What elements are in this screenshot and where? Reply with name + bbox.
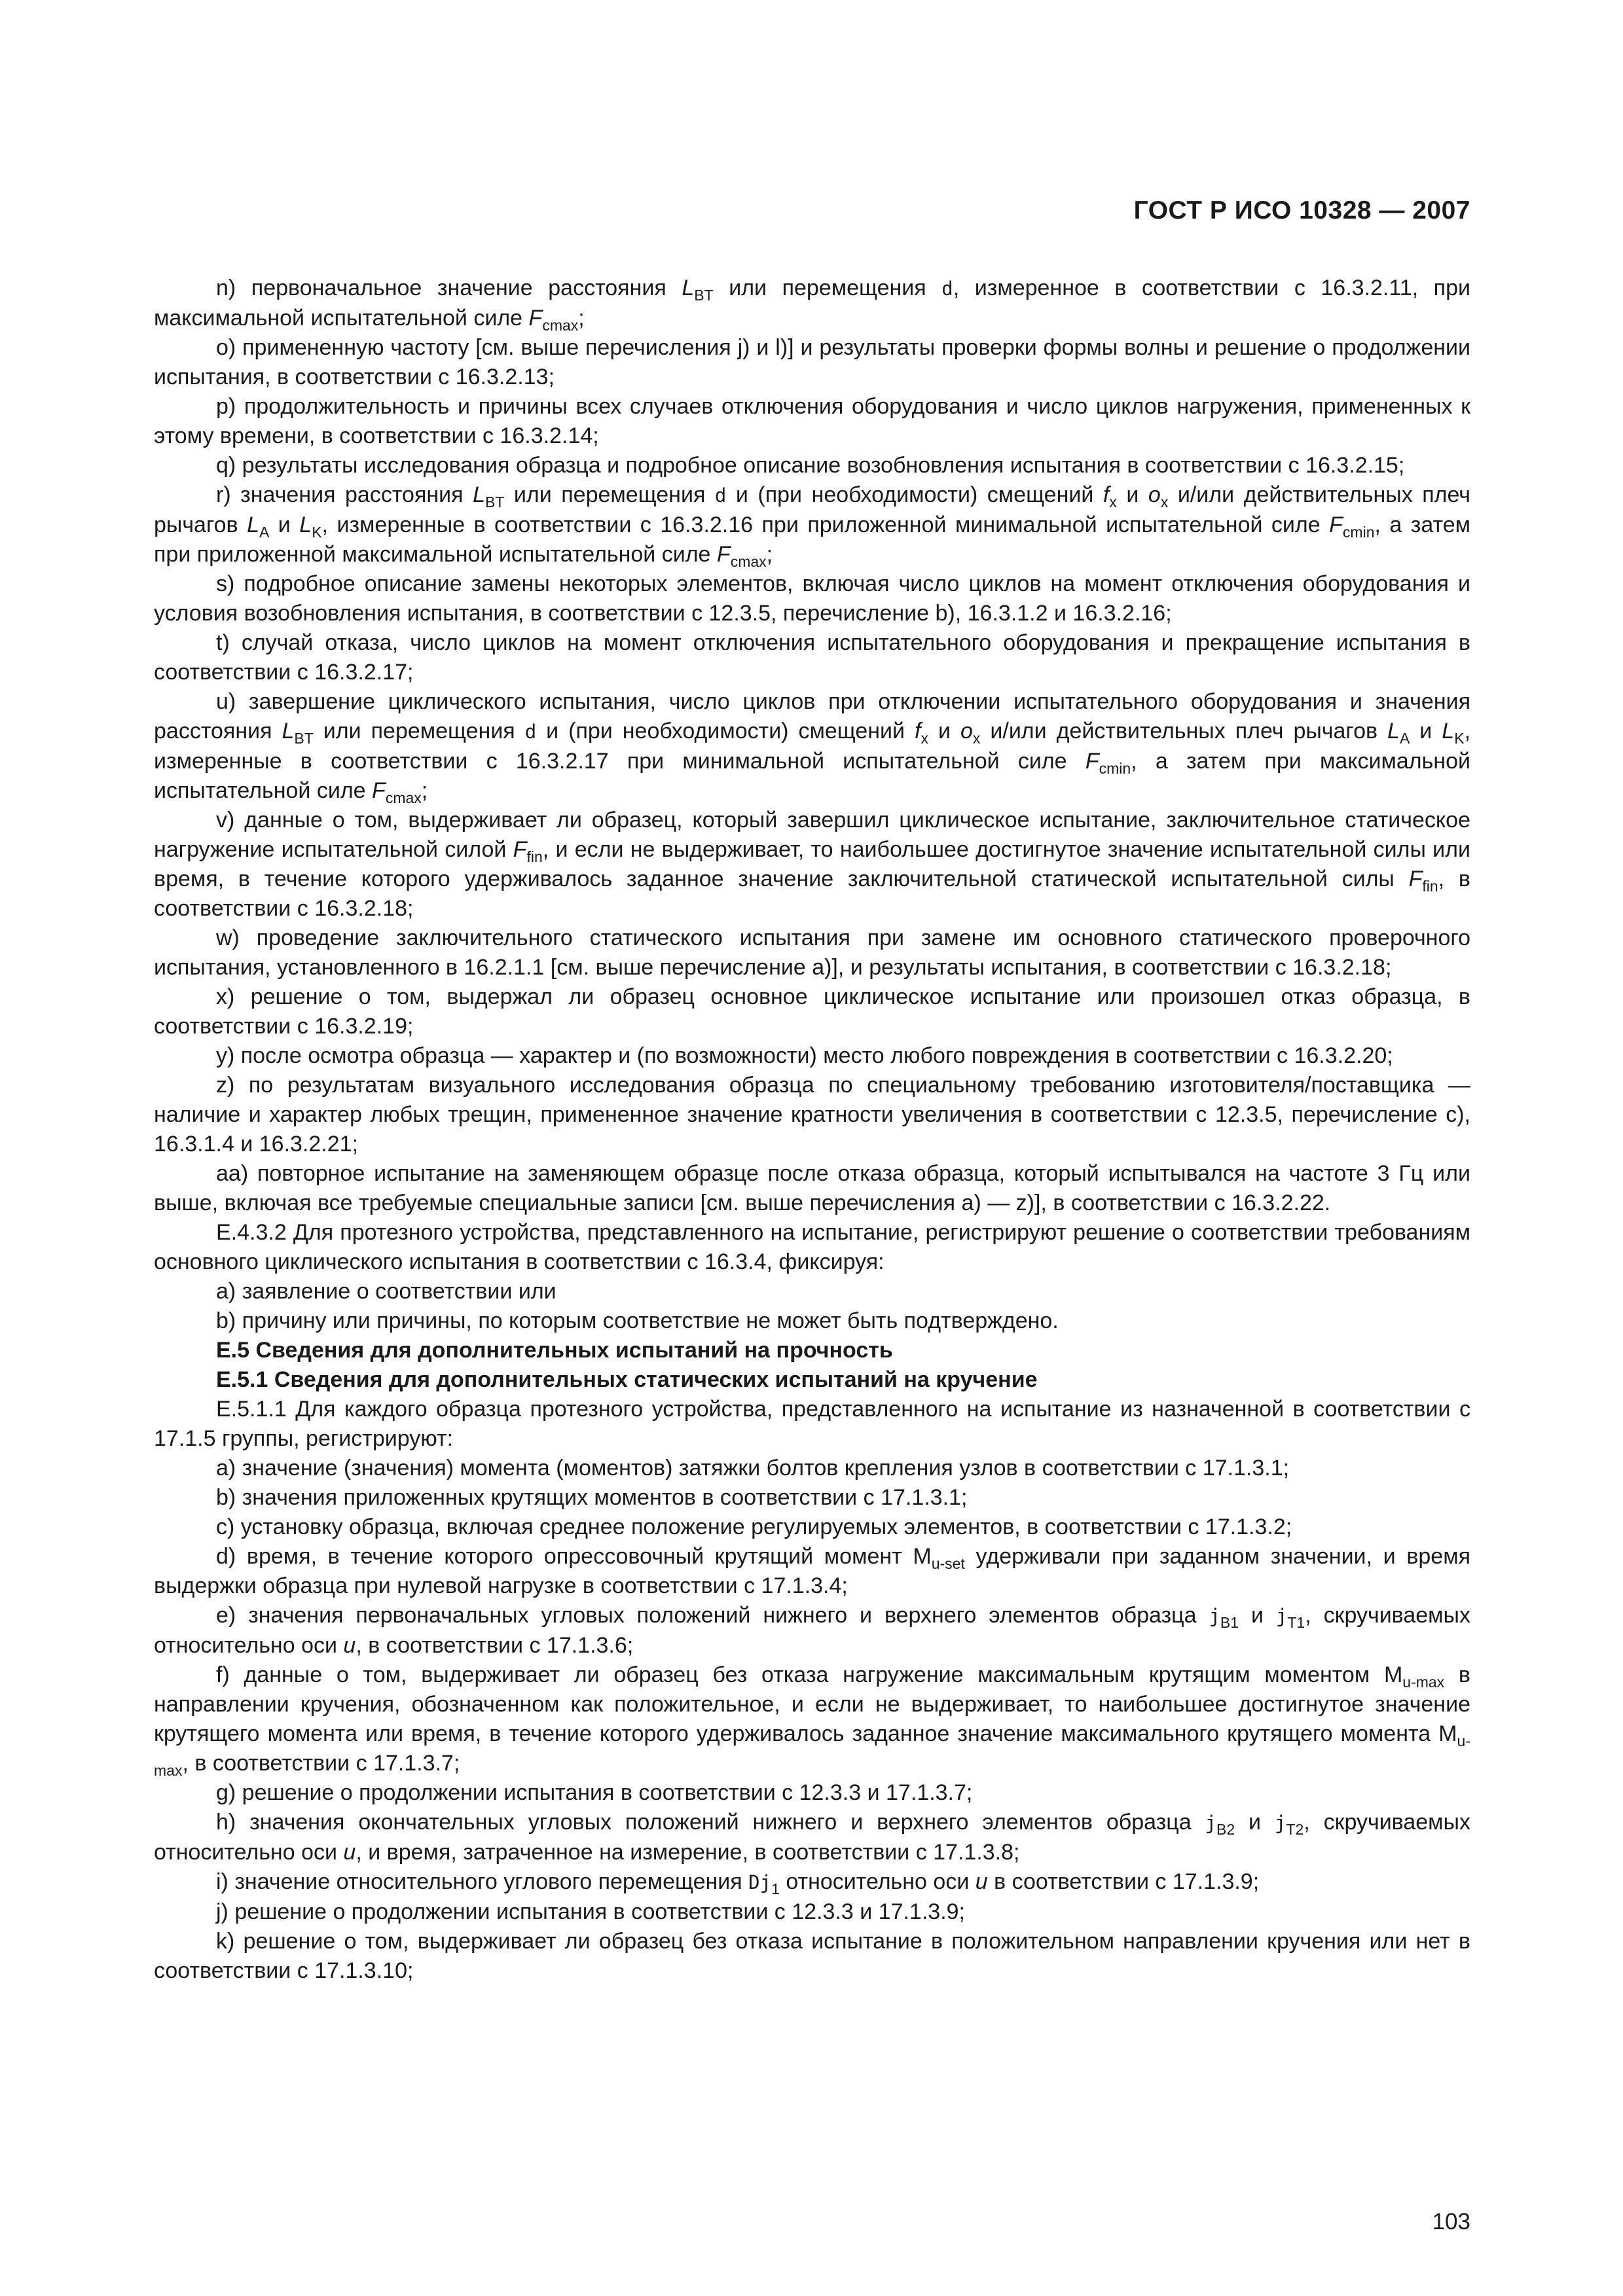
paragraph: s) подробное описание замены некоторых элементов, включая число циклов на момент отключения оборудования и условия возобновления испытания, в соответствии с 12.3.5, перечисление b), 16.3.1.2 и 16.3.2.16; [154, 571, 1470, 626]
paragraph: a) заявление о соответствии или [216, 1279, 556, 1304]
paragraph: x) решение о том, выдержал ли образец основное циклическое испытание или произошел отказ образца, в соответствии с 16.3.2.19; [154, 984, 1470, 1039]
page-number: 103 [1432, 2209, 1470, 2234]
paragraph: E.4.3.2 Для протезного устройства, представленного на испытание, регистрируют решение о соответствии требованиям основного циклического испытания в соответствии с 16.3.4, фиксируя: [154, 1220, 1470, 1274]
paragraph: z) по результатам визуального исследования образца по специальному требованию изготовителя/поставщика — наличие и характер любых трещин, примененное значение кратности увеличения в соответствии с 12.3.5, перечисление c), 16.3.1.4 и 16.3.2.21; [154, 1073, 1470, 1157]
paragraph: i) значение относительного углового перемещения $Dj_1$ относительно оси u в соответствии с 17.1.3.9; [216, 1869, 1260, 1897]
paragraph: q) результаты исследования образца и подробное описание возобновления испытания в соответствии с 16.3.2.15; [216, 453, 1405, 478]
paragraph: E.5.1.1 Для каждого образца протезного устройства, представленного на испытание из назначенной в соответствии с 17.1.5 группы, регистрируют: [154, 1397, 1470, 1451]
section-heading: E.5.1 Сведения для дополнительных статических испытаний на кручение [216, 1367, 1038, 1392]
paragraph: n) первоначальное значение расстояния $L_{BT}$ или перемещения d, измеренное в соответствии с 16.3.2.11, при максимальной испытательной силе $F_{cmax}$; [154, 276, 1470, 334]
paragraph: u) завершение циклического испытания, число циклов при отключении испытательного оборудования и значения расстояния $L_{BT}$ или перемещения d и (при необходимости) смещений $f_x$ и $o_x$ и/или действительных плеч рычагов $L_A$ и $L_K$, измеренные в соответствии с 16.3.2.17 при минимальной испытательной силе $F_{cmin}$, а затем при максимальной испытательной силе $F_{cmax}$; [154, 689, 1471, 806]
section-heading: E.5 Сведения для дополнительных испытаний на прочность [216, 1338, 893, 1363]
paragraph: a) значение (значения) момента (моментов) затяжки болтов крепления узлов в соответствии с 17.1.3.1; [216, 1456, 1290, 1480]
paragraph: aa) повторное испытание на заменяющем образце после отказа образца, который испытывался на частоте 3 Гц или выше, включая все требуемые специальные записи [см. выше перечисления a) — z)], в соответствии с 16.3.2.22. [154, 1161, 1470, 1215]
document-header: ГОСТ Р ИСО 10328 — 2007 [1133, 196, 1470, 224]
paragraph: o) примененную частоту [см. выше перечисления j) и l)] и результаты проверки формы волны и решение о продолжении испытания, в соответствии с 16.3.2.13; [154, 335, 1470, 389]
paragraph: d) время, в течение которого опрессовочный крутящий момент $M_{u-set}$ удерживали при заданном значении, и время выдержки образца при нулевой нагрузке в соответствии с 17.1.3.4; [154, 1544, 1470, 1598]
paragraph: w) проведение заключительного статического испытания при замене им основного статического проверочного испытания, установленного в 16.2.1.1 [см. выше перечисление a)], и результаты испытания, в соответствии с 16.3.2.18; [154, 925, 1470, 980]
paragraph: p) продолжительность и причины всех случаев отключения оборудования и число циклов нагружения, примененных к этому времени, в соответствии с 16.3.2.14; [154, 394, 1470, 448]
paragraph: h) значения окончательных угловых положений нижнего и верхнего элементов образца $j_{B2}$ и $j_{T2}$, скручиваемых относительно оси u, и время, затраченное на измерение, в соответствии с 17.1.3.8; [154, 1810, 1470, 1865]
document-body [154, 274, 1470, 1986]
paragraph: b) причину или причины, по которым соответствие не может быть подтверждено. [216, 1308, 1059, 1333]
paragraph: v) данные о том, выдерживает ли образец, который завершил циклическое испытание, заключительное статическое нагружение испытательной силой $F_{fin}$, и если не выдерживает, то наибольшее достигнутое значение испытательной силы или время, в течение которого удерживалось заданное значение заключительной статической испытательной силы $F_{fin}$, в соответствии с 16.3.2.18; [154, 808, 1470, 921]
paragraph: k) решение о том, выдерживает ли образец без отказа испытание в положительном направлении кручения или нет в соответствии с 17.1.3.10; [154, 1929, 1470, 1983]
paragraph: b) значения приложенных крутящих моментов в соответствии с 17.1.3.1; [216, 1485, 968, 1510]
paragraph: c) установку образца, включая среднее положение регулируемых элементов, в соответствии с 17.1.3.2; [216, 1515, 1292, 1539]
paragraph: j) решение о продолжении испытания в соответствии с 12.3.3 и 17.1.3.9; [216, 1899, 965, 1924]
paragraph: r) значения расстояния $L_{BT}$ или перемещения d и (при необходимости) смещений $f_x$ и $o_x$ и/или действительных плеч рычагов $L_A$ и $L_K$, измеренные в соответствии с 16.3.2.16 при приложенной минимальной испытательной силе $F_{cmin}$, а затем при приложенной максимальной испытательной силе $F_{cmax}$; [154, 482, 1471, 570]
paragraph: e) значения первоначальных угловых положений нижнего и верхнего элементов образца $j_{B1}$ и $j_{T1}$, скручиваемых относительно оси u, в соответствии с 17.1.3.6; [154, 1603, 1470, 1658]
paragraph: y) после осмотра образца — характер и (по возможности) место любого повреждения в соответствии с 16.3.2.20; [216, 1043, 1393, 1068]
paragraph: t) случай отказа, число циклов на момент отключения испытательного оборудования и прекращение испытания в соответствии с 16.3.2.17; [154, 630, 1470, 685]
paragraph: f) данные о том, выдерживает ли образец без отказа нагружение максимальным крутящим моментом $M_{u-max}$ в направлении кручения, обозначенном как положительное, и если не выдерживает, то наибольшее достигнутое значение крутящего момента или время, в течение которого удерживалось заданное значение максимального крутящего момента $M_{u-max}$, в соответствии с 17.1.3.7; [154, 1662, 1470, 1779]
paragraph: g) решение о продолжении испытания в соответствии с 12.3.3 и 17.1.3.7; [216, 1780, 973, 1805]
